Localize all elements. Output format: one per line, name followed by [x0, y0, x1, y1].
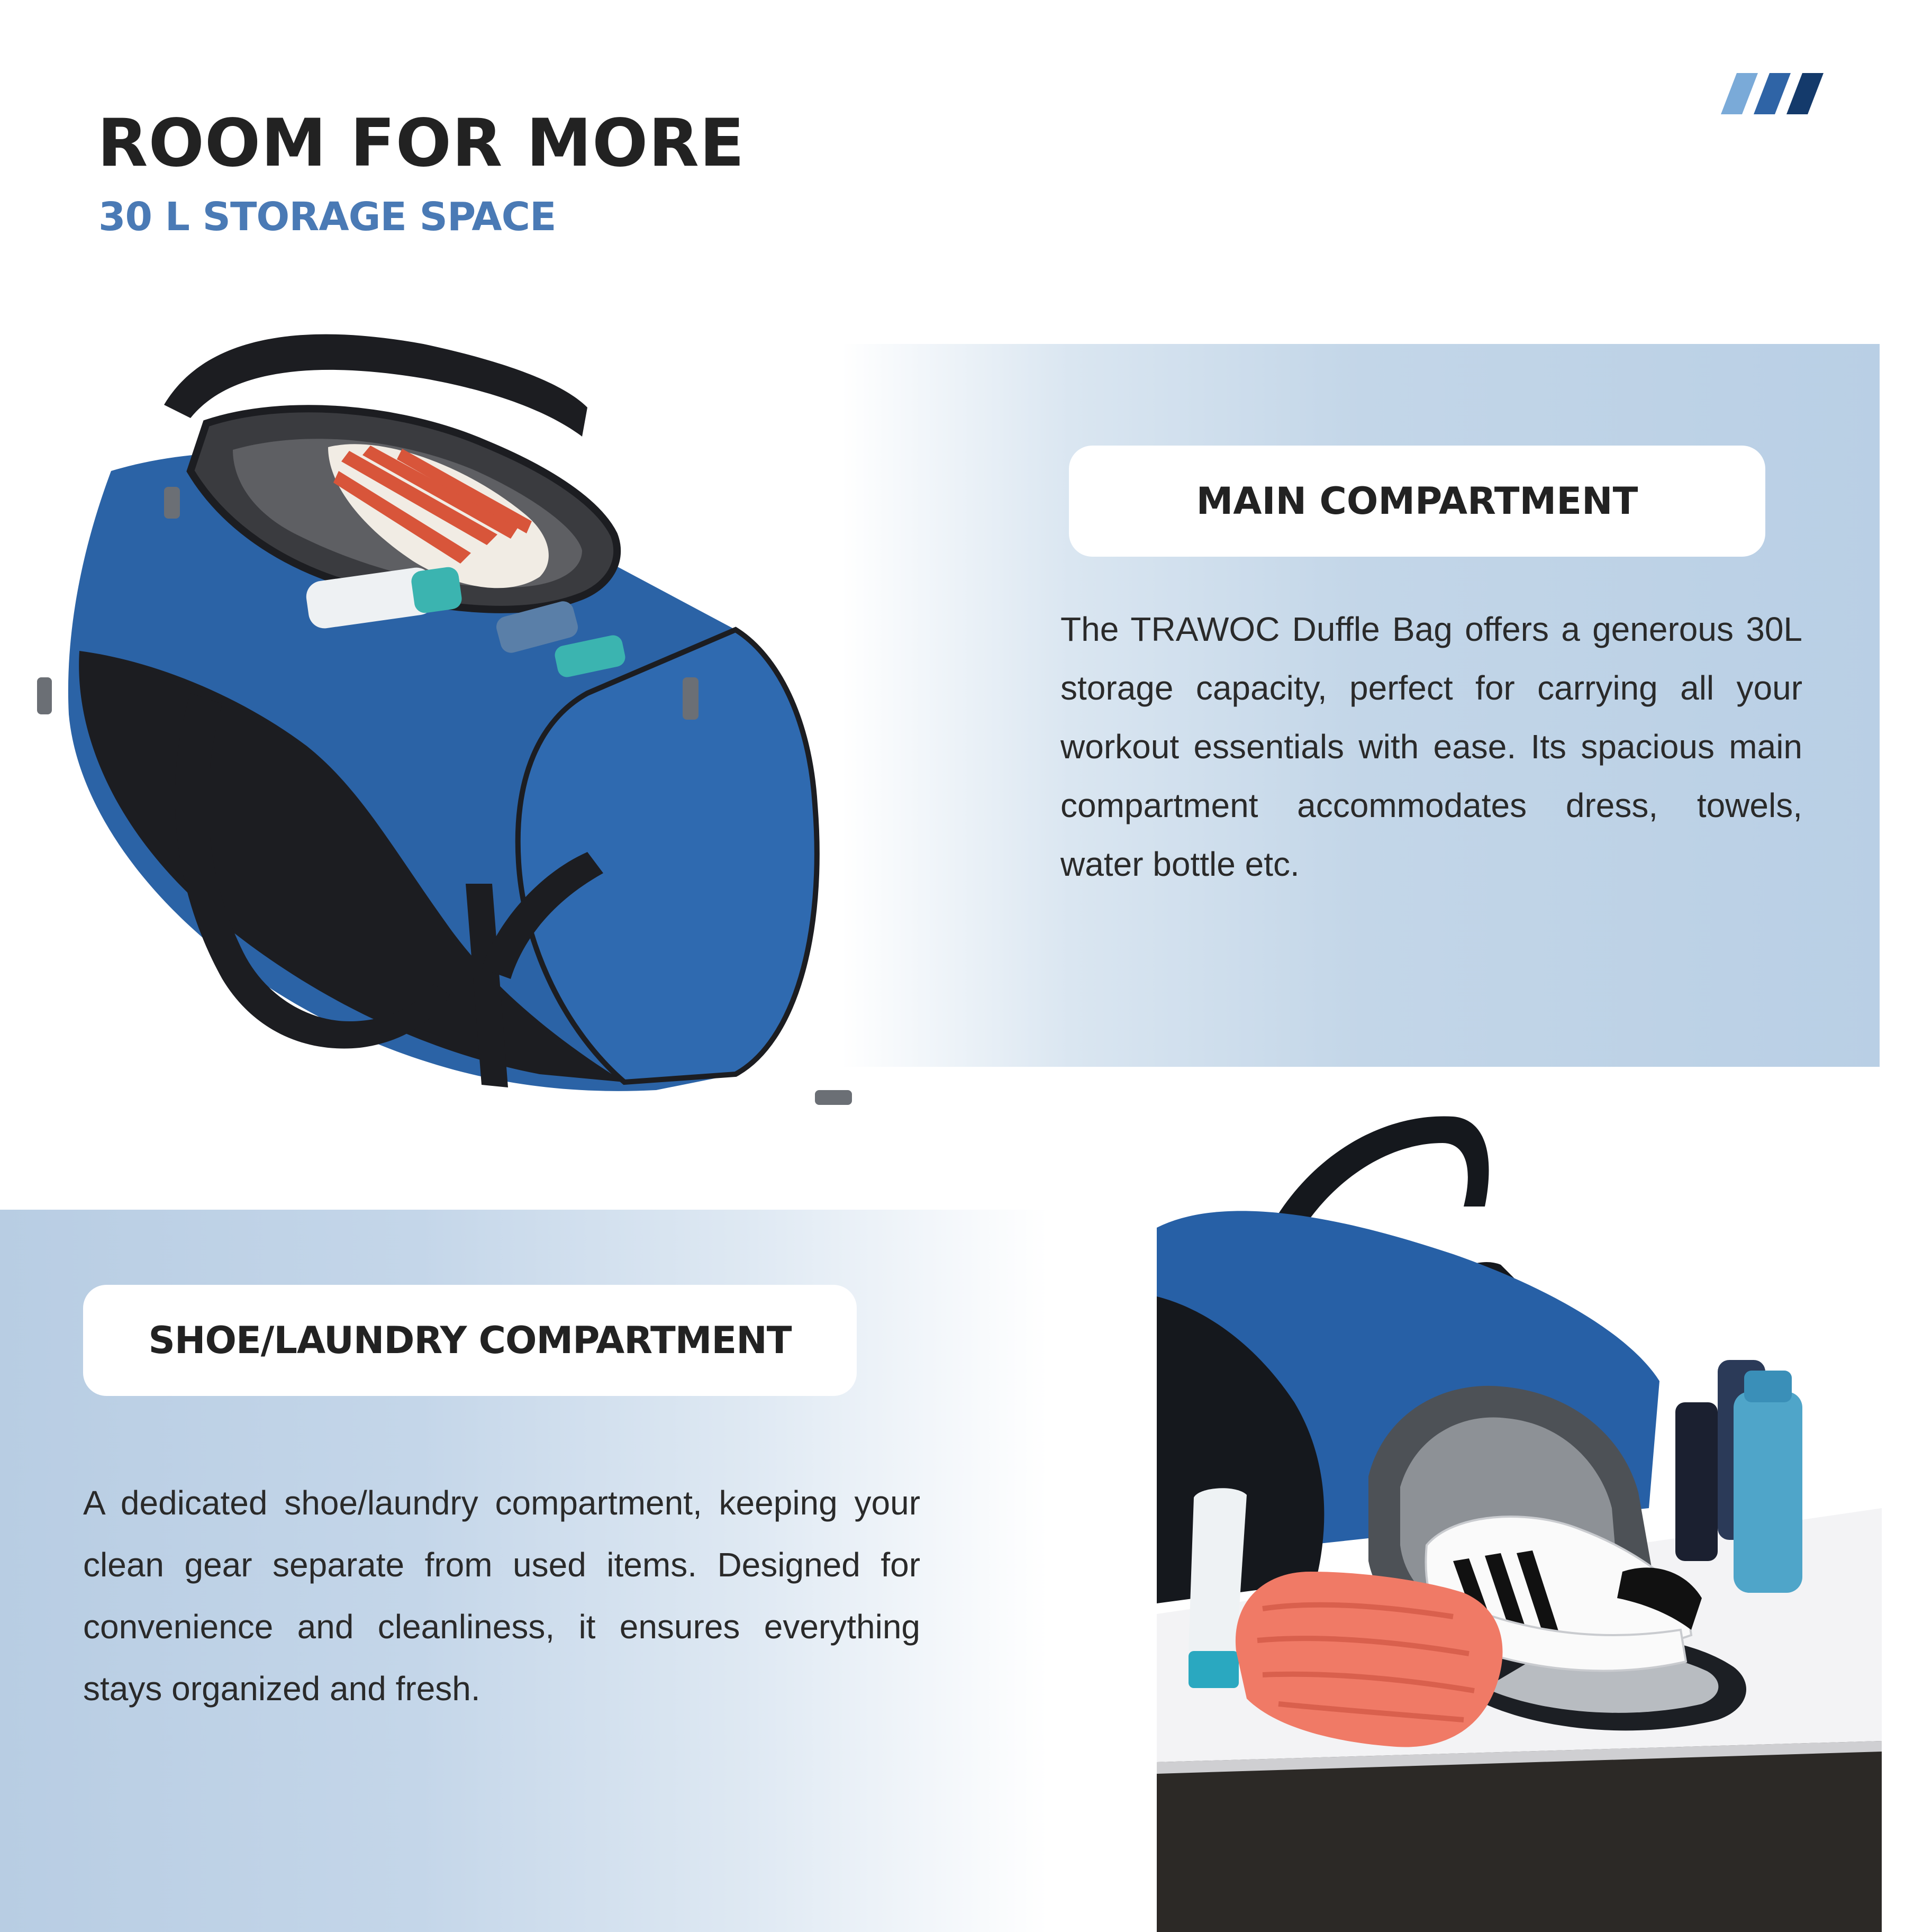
page-title: ROOM FOR MORE — [97, 105, 745, 182]
brand-stripes-icon — [1721, 73, 1834, 117]
main-compartment-description: The TRAWOC Duffle Bag offers a generous 30L storage capacity, perfect for carrying all your workout essentials with ease. Its spacious main compartment accommodates dress, towels, water bottle etc. — [1060, 610, 1802, 883]
shoe-compartment-label: SHOE/LAUNDRY COMPARTMENT — [83, 1285, 857, 1396]
shoe-compartment-photo — [1157, 1106, 1882, 1932]
duffle-bag-photo — [32, 312, 984, 1138]
shoe-compartment-description: A dedicated shoe/laundry compartment, keeping your clean gear separate from used items. Designed for convenience and cleanliness, it ensures everything stays organized and fresh. — [83, 1484, 920, 1708]
main-compartment-label: MAIN COMPARTMENT — [1069, 446, 1765, 557]
page-subtitle: 30 L STORAGE SPACE — [98, 194, 556, 240]
